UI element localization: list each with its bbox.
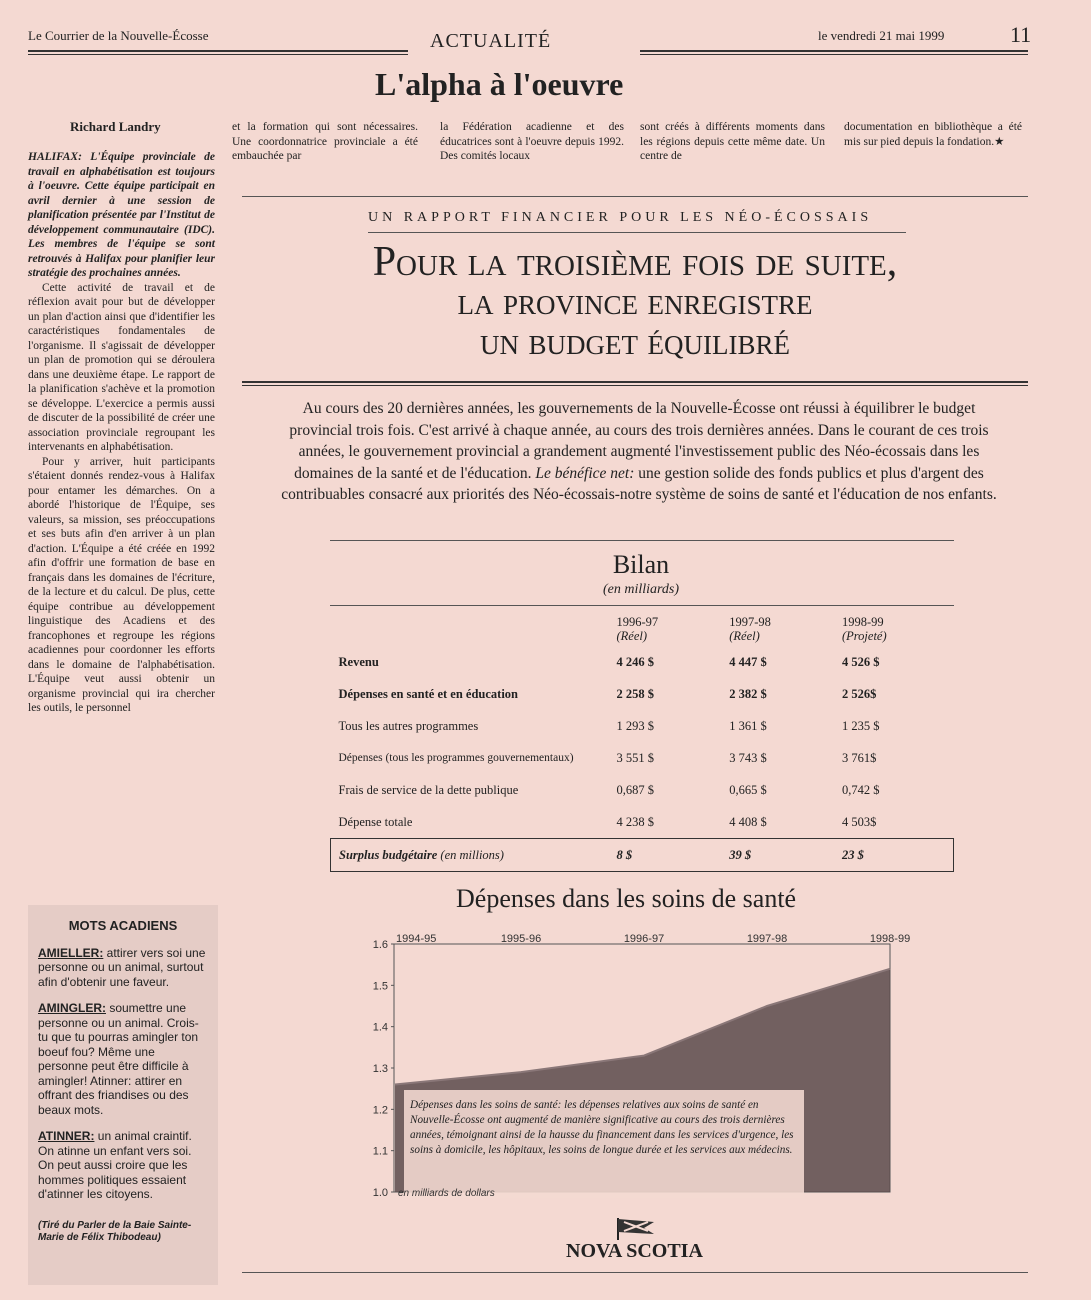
cell-value: 0,665 $ (729, 782, 767, 797)
table-row (331, 742, 954, 774)
row-label: Revenu (338, 654, 379, 669)
glossary-definition: soumettre une personne ou un animal. Crois-tu que tu pourras amingler ton boeuf fou? Même une personne peut être difficile à amingler! Atinner: attirer en offrant des friandises ou des beaux mots. (38, 1001, 199, 1117)
y-tick-label: 1.6 (372, 939, 388, 951)
glossary-term: ATINNER: (38, 1129, 95, 1143)
paper-name: Le Courrier de la Nouvelle-Écosse (28, 28, 209, 43)
article-column-1 (28, 150, 215, 716)
y-tick-label: 1.5 (372, 980, 388, 993)
caption-emphasis: Dépenses dans les soins de santé: (410, 1099, 562, 1111)
article-title: L'alpha à l'oeuvre (375, 66, 624, 102)
issue-date: le vendredi 21 mai 1999 (818, 28, 945, 43)
headline-line-1: Pour la troisième fois de suite, (372, 239, 898, 285)
bilan-title: Bilan (612, 550, 670, 579)
x-tick-label: 1998-99 (869, 933, 911, 945)
cell-value: 4 526 $ (841, 654, 880, 669)
glossary-definition: attirer vers soi une personne ou un animal, surtout afin d'obtenir une faveur. (38, 945, 206, 989)
table-row (331, 678, 954, 710)
kicker-underline (368, 232, 906, 233)
x-tick-label: 1997-98 (746, 933, 788, 945)
year-label: 1996-97 (616, 615, 659, 629)
caption-text: les dépenses relatives aux soins de santé en Nouvelle-Écosse ont augmenté de manière significative au cours des trois dernières années, témoignant ainsi de la hausse du financement dans les services d'urgence, les soins à domicile, les hôpitaux, les soins de longue durée et les services aux médecins. (410, 1099, 794, 1156)
nova-scotia-logo: NOVA SCOTIA (566, 1240, 703, 1262)
x-tick-label: 1994-95 (396, 933, 437, 945)
headline-rule (242, 381, 1028, 386)
sidebar-source: (Tiré du Parler de la Baie Sainte-Marie de Félix Thibodeau) (38, 1219, 192, 1243)
table-row (331, 646, 954, 678)
article-column-3: la Fédération acadienne et des éducatrices sont à l'oeuvre depuis 1992. Des comités locaux (440, 121, 624, 162)
ad-kicker: UN RAPPORT FINANCIER POUR LES NÉO-ÉCOSSAIS (368, 210, 873, 225)
cell-value: 8 $ (609, 839, 722, 872)
article-lead: HALIFAX: L'Équipe provinciale de travail en alphabétisation est toujours à l'oeuvre. Cette équipe participait en avril dernier à une session de planification présentée par l'Institut de développement communautaire (IDC). Les membres de l'équipe se sont retrouvés à Halifax pour planifier leur stratégie des prochaines années. (28, 151, 215, 279)
article-paragraph: Pour y arriver, huit participants s'étaient donnés rendez-vous à Halifax pour entamer les démarches. On a abordé l'historique de l'Équipe, ses valeurs, sa mission, ses préoccupations et ses buts afin d'en arriver à un plan d'action. L'Équipe a été créée en 1992 afin d'offrir une formation de base en français dans les domaines de l'écriture, de la lecture et du calcul. De plus, cette équipe contribue au développement linguistique des Acadiens et des francophones et regroupe les régions acadiennes pour coordonner les efforts dans le domaine de l'alphabétisation. L'Équipe veut aussi obtenir un organisme provincial qui ira chercher les outils, le personnel (28, 455, 215, 714)
table-row (331, 710, 954, 742)
year-status: (Projeté) (841, 629, 887, 643)
cell-value: 4 246 $ (616, 654, 654, 669)
year-status: (Réel) (616, 629, 648, 643)
glossary-term: AMINGLER: (38, 1001, 106, 1015)
y-axis-label: en milliards de dollars (398, 1188, 495, 1199)
ad-headline (240, 239, 1030, 363)
y-tick-label: 1.2 (372, 1104, 388, 1117)
cell-value: 3 761$ (841, 750, 877, 765)
row-label: Dépenses en santé et en éducation (338, 686, 519, 701)
cell-value: 3 743 $ (729, 750, 767, 765)
cell-value: 0,742 $ (841, 782, 880, 797)
surplus-unit: (en millions) (440, 847, 504, 862)
table-row (331, 774, 954, 806)
headline-line-3: un budget équilibré (480, 321, 790, 363)
cell-value: 3 551 $ (616, 750, 654, 765)
y-tick-label: 1.1 (372, 1145, 388, 1158)
sidebar-title: MOTS ACADIENS (68, 918, 178, 933)
cell-value: 2 382 $ (729, 686, 767, 701)
cell-value: 23 $ (834, 839, 954, 872)
cell-value: 4 503$ (841, 814, 877, 829)
glossary-entry (28, 1001, 218, 1117)
page-number: 11 (1010, 22, 1032, 47)
cell-value: 4 447 $ (729, 654, 767, 669)
row-label: Tous les autres programmes (338, 718, 479, 733)
masthead-rule-left (28, 50, 408, 55)
ad-bottom-rule (242, 1272, 1028, 1273)
cell-value: 1 361 $ (729, 718, 767, 733)
cell-value: 39 $ (721, 839, 834, 872)
y-tick-label: 1.0 (372, 1187, 388, 1199)
intro-text: Au cours des 20 dernières années, les gouvernements de la Nouvelle-Écosse ont réussi à équilibrer le budget provincial trois fois. C'est arrivé à chaque année, au cours des trois dernières années. Dans le courant de ces trois années, le gouvernement provincial a grandement augmenté l'investissement public des Néo-écossais dans les domaines de la santé et de l'éducation. (289, 400, 989, 482)
headline-line-2: la province enregistre (457, 281, 813, 323)
section-title: ACTUALITÉ (430, 30, 552, 52)
intro-emphasis: Le bénéfice net: (535, 464, 635, 482)
year-header (834, 612, 954, 646)
table-header-row (331, 612, 954, 646)
ad-intro (270, 398, 1008, 506)
glossary-entry (28, 1129, 218, 1202)
surplus-row (331, 839, 954, 872)
glossary-entry (28, 946, 218, 990)
year-header (609, 612, 722, 646)
article-paragraph: Cette activité de travail et de réflexion avait pour but de développer un plan d'action ainsi que d'identifier les caractéristiques fondamentales de l'organisme. Il s'agissait de développer un plan de promotion qui se déroulera dans une deuxième étape. Le rapport de la planification s'achève et la promotion se développe. L'exercice a permis aussi de discuter de la possibilité de créer une association provinciale regroupant les intervenants en alphabétisation. (28, 281, 215, 453)
article-column-2: et la formation qui sont nécessaires. Une coordonnatrice provinciale a été embauchée par (232, 121, 418, 162)
bilan-subtitle: (en milliards) (602, 582, 680, 597)
masthead-rule-right (640, 50, 1028, 55)
cell-value: 1 235 $ (841, 718, 880, 733)
year-header (721, 612, 834, 646)
cell-value: 1 293 $ (616, 718, 654, 733)
row-label: Frais de service de la dette publique (338, 782, 519, 797)
article-column-5: documentation en bibliothèque a été mis sur pied depuis la fondation.★ (844, 121, 1022, 148)
surplus-label: Surplus budgétaire (339, 847, 438, 862)
bilan-rule (330, 605, 954, 606)
x-tick-label: 1996-97 (623, 933, 665, 945)
y-tick-label: 1.3 (372, 1063, 388, 1075)
article-column-4: sont créés à différents moments dans les régions depuis cette même date. Un centre de (640, 121, 825, 162)
intro-rule (330, 540, 954, 541)
glossary-definition: un animal craintif. On atinne un enfant vers soi. On peut aussi croire que les hommes politiques essaient d'atinner les citoyens. (38, 1129, 192, 1201)
health-spending-chart (360, 930, 911, 1205)
row-label: Dépenses (tous les programmes gouvernementaux) (338, 752, 574, 764)
year-label: 1997-98 (729, 615, 771, 629)
x-tick-label: 1995-96 (500, 933, 542, 945)
year-label: 1998-99 (841, 615, 884, 629)
intro-text-2: une gestion solide des fonds publics et plus d'argent des contribuables consacré aux priorités des Néo-écossais-notre système de soins de santé et l'éducation de nos enfants. (281, 464, 997, 503)
cell-value: 2 526$ (841, 686, 877, 701)
table-row (331, 806, 954, 839)
row-label: Dépense totale (338, 814, 413, 829)
chart-caption (410, 1098, 800, 1158)
flag-icon (614, 1216, 658, 1242)
mots-acadiens-box (28, 905, 218, 1285)
bilan-heading (330, 550, 952, 598)
year-status: (Réel) (729, 629, 760, 643)
glossary-term: AMIELLER: (38, 945, 104, 960)
cell-value: 0,687 $ (616, 782, 654, 797)
y-tick-label: 1.4 (372, 1021, 388, 1034)
cell-value: 4 238 $ (616, 814, 654, 829)
cell-value: 4 408 $ (729, 814, 767, 829)
surplus-label-cell (331, 839, 609, 872)
ad-top-rule (242, 196, 1028, 197)
bilan-table (330, 612, 954, 872)
cell-value: 2 258 $ (616, 686, 654, 701)
chart-title: Dépenses dans les soins de santé (456, 884, 797, 913)
byline: Richard Landry (70, 119, 161, 134)
